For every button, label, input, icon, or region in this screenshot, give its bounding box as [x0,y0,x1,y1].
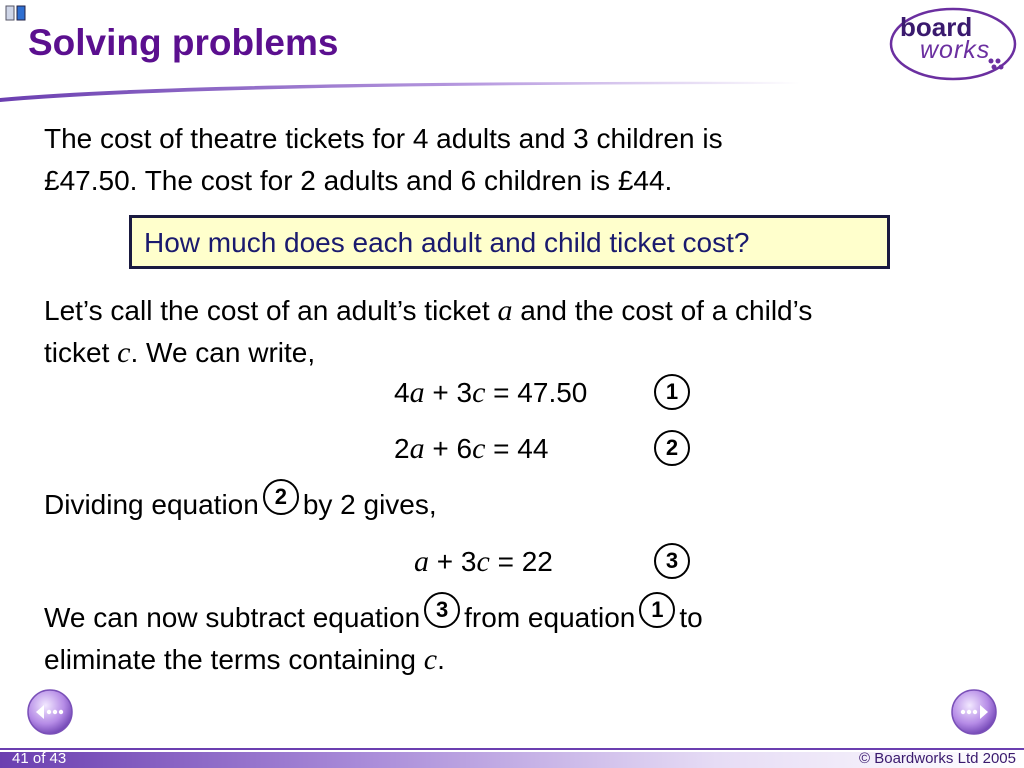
let-text-3: ticket [44,337,110,368]
dividing-text-2: by 2 gives, [302,489,437,520]
eq3-mid: + 3 [429,546,477,577]
let-text-4: . We can write, [130,337,316,368]
dividing-text [44,484,437,526]
equation-1-tag: 1 [654,374,690,410]
let-text-1: Let’s call the cost of an adult’s ticket [44,295,490,326]
subtract-text [44,597,703,681]
slide-view-icon[interactable] [5,5,27,21]
boardworks-logo [888,6,1018,82]
question-box: How much does each adult and child ticket cost? [129,215,890,269]
eq1-rhs: = 47.50 [485,377,588,408]
eq2-var-a: a [409,432,425,465]
eq2-var-c: c [472,432,486,465]
dividing-equation-tag: 2 [263,479,299,515]
intro-line-1: The cost of theatre tickets for 4 adults and 3 children is [44,123,723,154]
intro-text [44,118,723,202]
equation-2 [394,429,548,469]
subtract-text-1: We can now subtract equation [44,602,421,633]
eq1-mid: + 3 [424,377,473,408]
variable-c: c [117,336,131,369]
logo-text-board: board [900,12,973,42]
eq3-rhs: = 22 [489,546,553,577]
equation-2-tag: 2 [654,430,690,466]
eq1-var-c: c [472,376,486,409]
variable-a: a [497,294,513,327]
page-number: 41 of 43 [12,750,67,767]
eq1-var-a: a [409,376,425,409]
title-underline [0,78,800,104]
intro-line-2: £47.50. The cost for 2 adults and 6 children is £44. [44,165,673,196]
let-text-2: and the cost of a child’s [520,295,813,326]
equation-3 [414,542,553,582]
eq2-lead: 2 [394,433,410,464]
dividing-text-1: Dividing equation [44,489,259,520]
subtract-equation-tag-1: 1 [639,592,675,628]
forward-arrow-icon[interactable] [950,688,998,736]
subtract-equation-tag-3: 3 [424,592,460,628]
equation-3-tag: 3 [654,543,690,579]
eq1-lead: 4 [394,377,410,408]
eq3-var-c: c [476,545,490,578]
eliminate-text-2: . [437,644,445,675]
copyright-text: © Boardworks Ltd 2005 [859,750,1016,767]
subtract-text-3: to [679,602,703,633]
eliminate-variable-c: c [423,643,438,676]
slide-title: Solving problems [28,22,339,63]
eq2-mid: + 6 [424,433,473,464]
eq3-var-a: a [414,545,429,578]
variable-definition-text [44,290,812,374]
back-arrow-icon[interactable] [26,688,74,736]
subtract-text-2: from equation [464,602,636,633]
equation-1 [394,373,587,413]
eliminate-text-1: eliminate the terms containing [44,644,416,675]
eq2-rhs: = 44 [485,433,549,464]
logo-text-works: works [920,36,991,64]
